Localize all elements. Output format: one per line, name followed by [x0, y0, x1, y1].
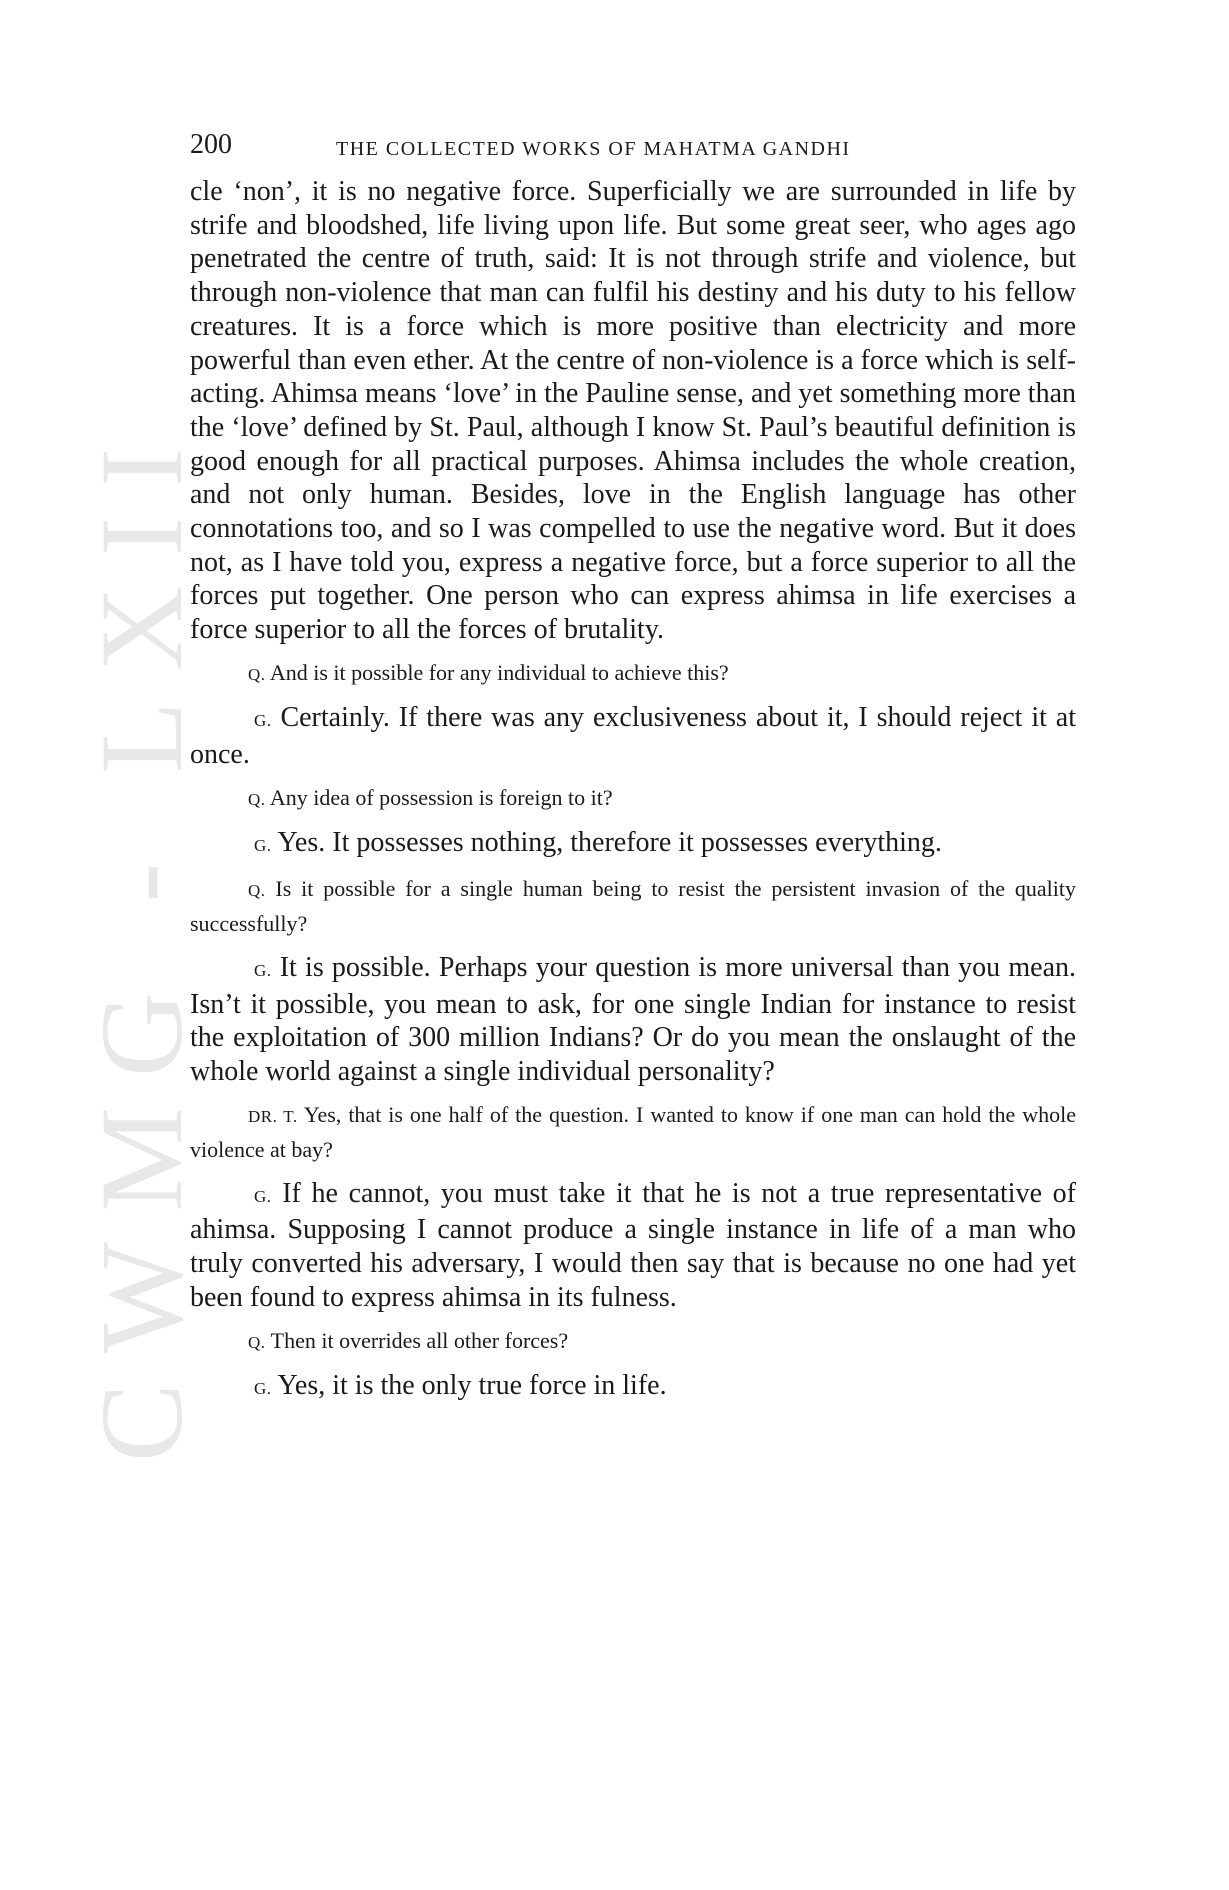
- speaker-label: G.: [254, 1186, 272, 1206]
- question-paragraph: [190, 781, 1076, 817]
- question-paragraph: [190, 656, 1076, 692]
- watermark-text: CWMG - LXII: [76, 417, 207, 1462]
- page-content: [190, 125, 1076, 1406]
- speaker-label: Q.: [248, 1332, 266, 1352]
- question-text: Yes, that is one half of the question. I wanted to know if one man can hold the whole violence at bay?: [190, 1101, 1076, 1163]
- running-head: [190, 125, 1076, 165]
- speaker-label: Q.: [248, 880, 266, 900]
- speaker-label: Q.: [248, 789, 266, 809]
- answer-paragraph: [190, 826, 1076, 863]
- question-paragraph: [190, 872, 1076, 941]
- question-text: And is it possible for any individual to achieve this?: [269, 659, 729, 685]
- answer-paragraph: [190, 1369, 1076, 1406]
- question-text: Then it overrides all other forces?: [270, 1327, 569, 1353]
- answer-text: Yes, it is the only true force in life.: [277, 1370, 667, 1402]
- running-head-title: THE COLLECTED WORKS OF MAHATMA GANDHI: [336, 138, 851, 160]
- speaker-label: G.: [254, 711, 272, 731]
- answer-text: If he cannot, you must take it that he is not a true representative of ahimsa. Supposing I cannot produce a single instance in life of a man who truly converted his adversary, I would then say that is because no one had yet been found to express ahimsa in its fulness.: [190, 1177, 1076, 1313]
- answer-text: It is possible. Perhaps your question is more universal than you mean. Isn’t it possible, you mean to ask, for one single Indian for instance to resist the exploitation of 300 million Indians? Or do you mean the onslaught of the whole world against a single individual personality?: [190, 951, 1076, 1088]
- question-paragraph: [190, 1098, 1076, 1167]
- answer-paragraph: [190, 1177, 1076, 1315]
- speaker-label: DR. T.: [248, 1106, 298, 1126]
- speaker-label: G.: [254, 960, 272, 980]
- answer-paragraph: [190, 951, 1076, 1089]
- opening-paragraph: cle ‘non’, it is no negative force. Superficially we are surrounded in life by strife and bloodshed, life living upon life. But some great seer, who ages ago penetrated the centre of truth, said: It is not through strife and violence, but through non-violence that man can fulfil his destiny and his duty to his fellow creatures. It is a force which is more positive than electricity and more powerful than even ether. At the centre of non-violence is a force which is self-acting. Ahimsa means ‘love’ in the Pauline sense, and yet something more than the ‘love’ defined by St. Paul, although I know St. Paul’s beautiful definition is good enough for all practical purposes. Ahimsa includes the whole creation, and not only human. Besides, love in the English language has other connotations too, and so I was compelled to use the negative word. But it does not, as I have told you, express a negative force, but a force superior to all the forces put together. One person who can express ahimsa in life exercises a force superior to all the forces of brutality.: [190, 176, 1076, 646]
- question-text: Is it possible for a single human being to resist the persistent invasion of the quality successfully?: [190, 875, 1077, 937]
- page-number: 200: [190, 129, 232, 160]
- answer-text: Certainly. If there was any exclusiveness about it, I should reject it at once.: [190, 702, 1076, 771]
- question-paragraph: [190, 1324, 1076, 1360]
- question-text: Any idea of possession is foreign to it?: [269, 784, 613, 810]
- answer-text: Yes. It possesses nothing, therefore it possesses everything.: [277, 827, 942, 859]
- speaker-label: G.: [254, 836, 272, 856]
- speaker-label: G.: [254, 1379, 272, 1399]
- speaker-label: Q.: [248, 664, 266, 684]
- answer-paragraph: [190, 701, 1076, 771]
